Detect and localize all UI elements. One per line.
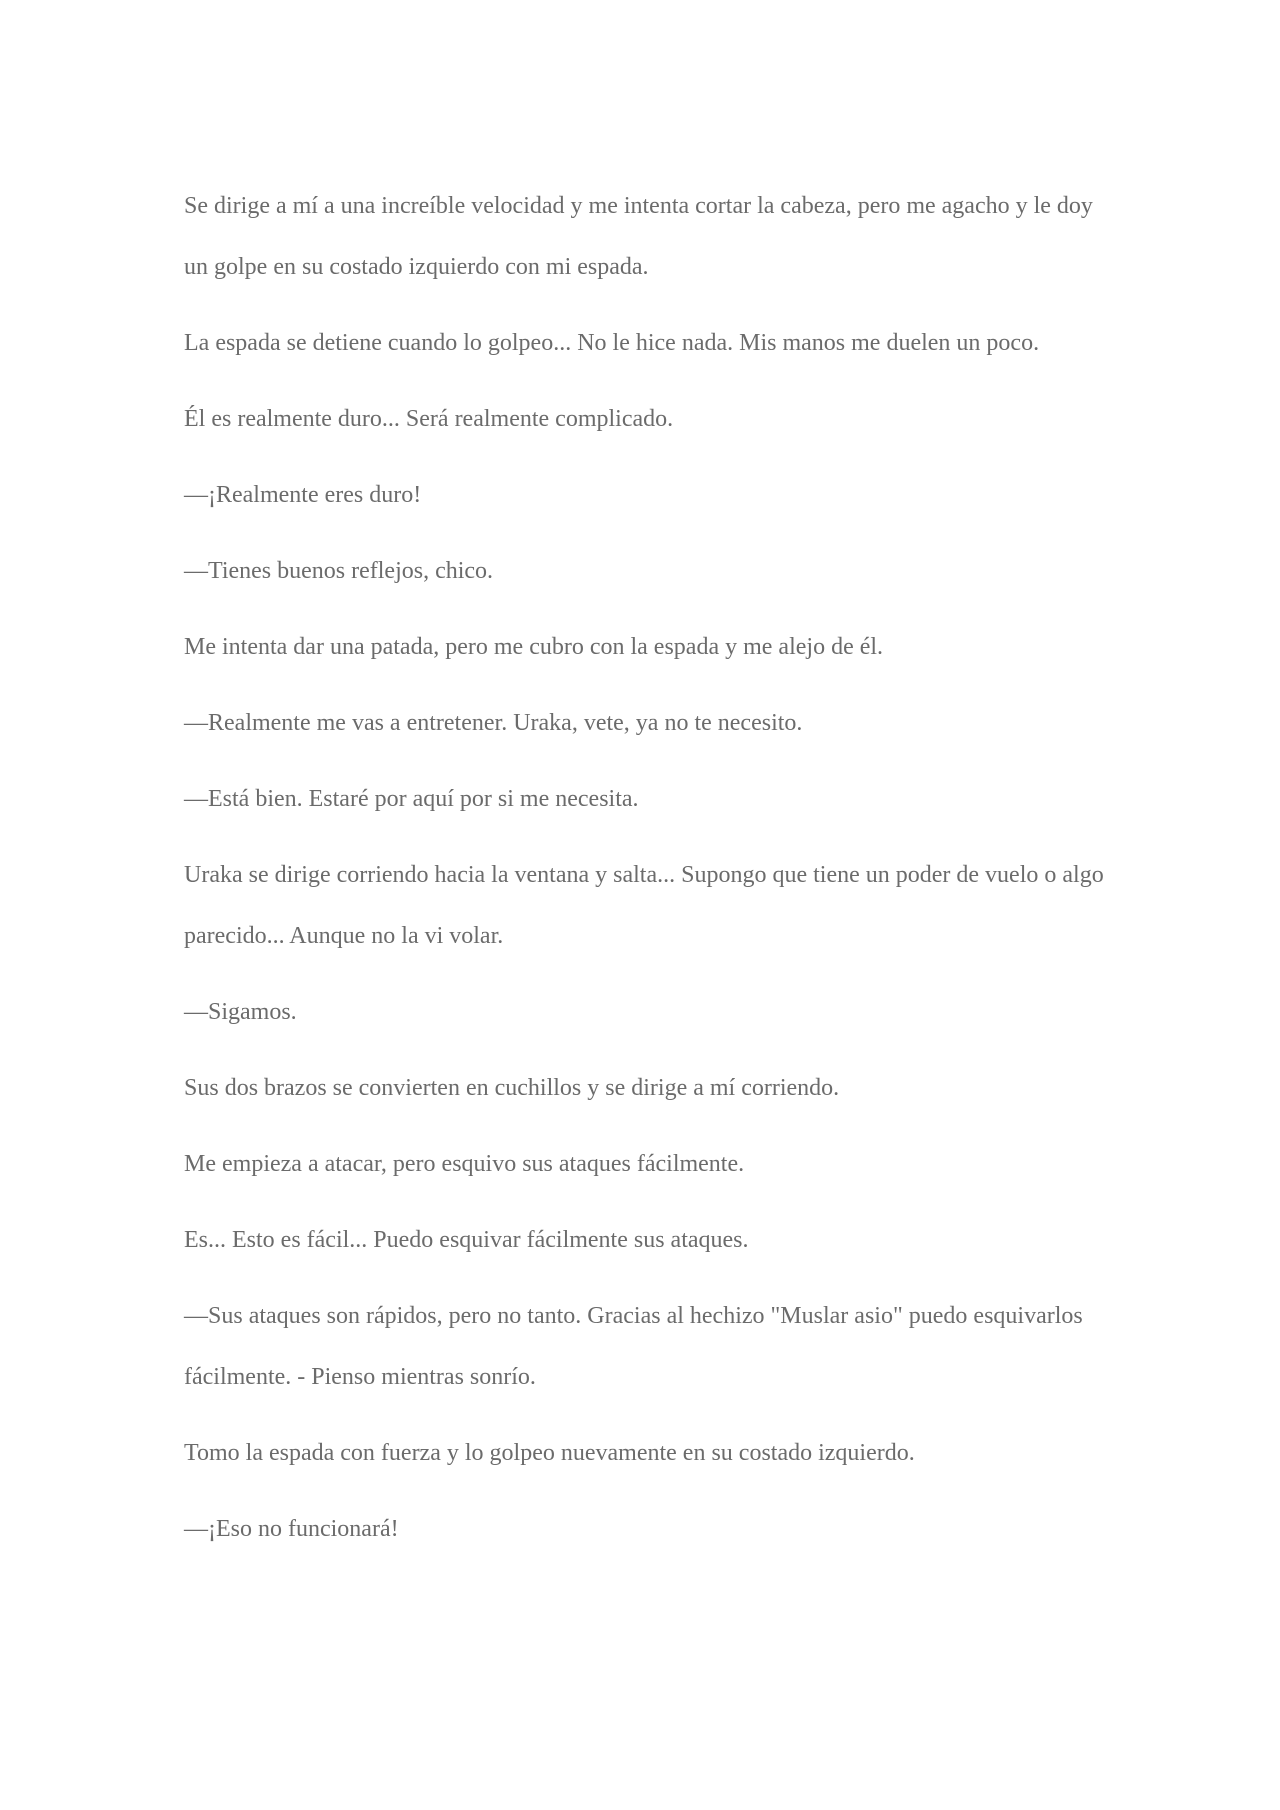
paragraph: Sus dos brazos se convierten en cuchillos y se dirige a mí corriendo. [184, 1075, 840, 1101]
document-body [184, 176, 1114, 1575]
paragraph: —¡Realmente eres duro! [184, 482, 422, 508]
paragraph: La espada se detiene cuando lo golpeo... No le hice nada. Mis manos me duelen un poco. [184, 330, 1040, 356]
paragraph: Me intenta dar una patada, pero me cubro con la espada y me alejo de él. [184, 634, 884, 660]
paragraph: —Está bien. Estaré por aquí por si me necesita. [184, 786, 639, 812]
paragraph: —Tienes buenos reflejos, chico. [184, 558, 494, 584]
paragraph: —Realmente me vas a entretener. Uraka, vete, ya no te necesito. [184, 710, 803, 736]
paragraph: Se dirige a mí a una increíble velocidad y me intenta cortar la cabeza, pero me agacho y le doy un golpe en su costado izquierdo con mi espada. [184, 193, 1093, 280]
paragraph: Uraka se dirige corriendo hacia la ventana y salta... Supongo que tiene un poder de vuelo o algo parecido... Aunque no la vi volar. [184, 862, 1104, 949]
paragraph: Él es realmente duro... Será realmente complicado. [184, 406, 674, 432]
paragraph: —Sus ataques son rápidos, pero no tanto. Gracias al hechizo "Muslar asio" puedo esquivarlos fácilmente. - Pienso mientras sonrío. [184, 1303, 1083, 1390]
paragraph: Me empieza a atacar, pero esquivo sus ataques fácilmente. [184, 1151, 745, 1177]
paragraph: Tomo la espada con fuerza y lo golpeo nuevamente en su costado izquierdo. [184, 1440, 915, 1466]
paragraph: —¡Eso no funcionará! [184, 1516, 399, 1542]
paragraph: —Sigamos. [184, 999, 297, 1025]
paragraph: Es... Esto es fácil... Puedo esquivar fácilmente sus ataques. [184, 1227, 749, 1253]
